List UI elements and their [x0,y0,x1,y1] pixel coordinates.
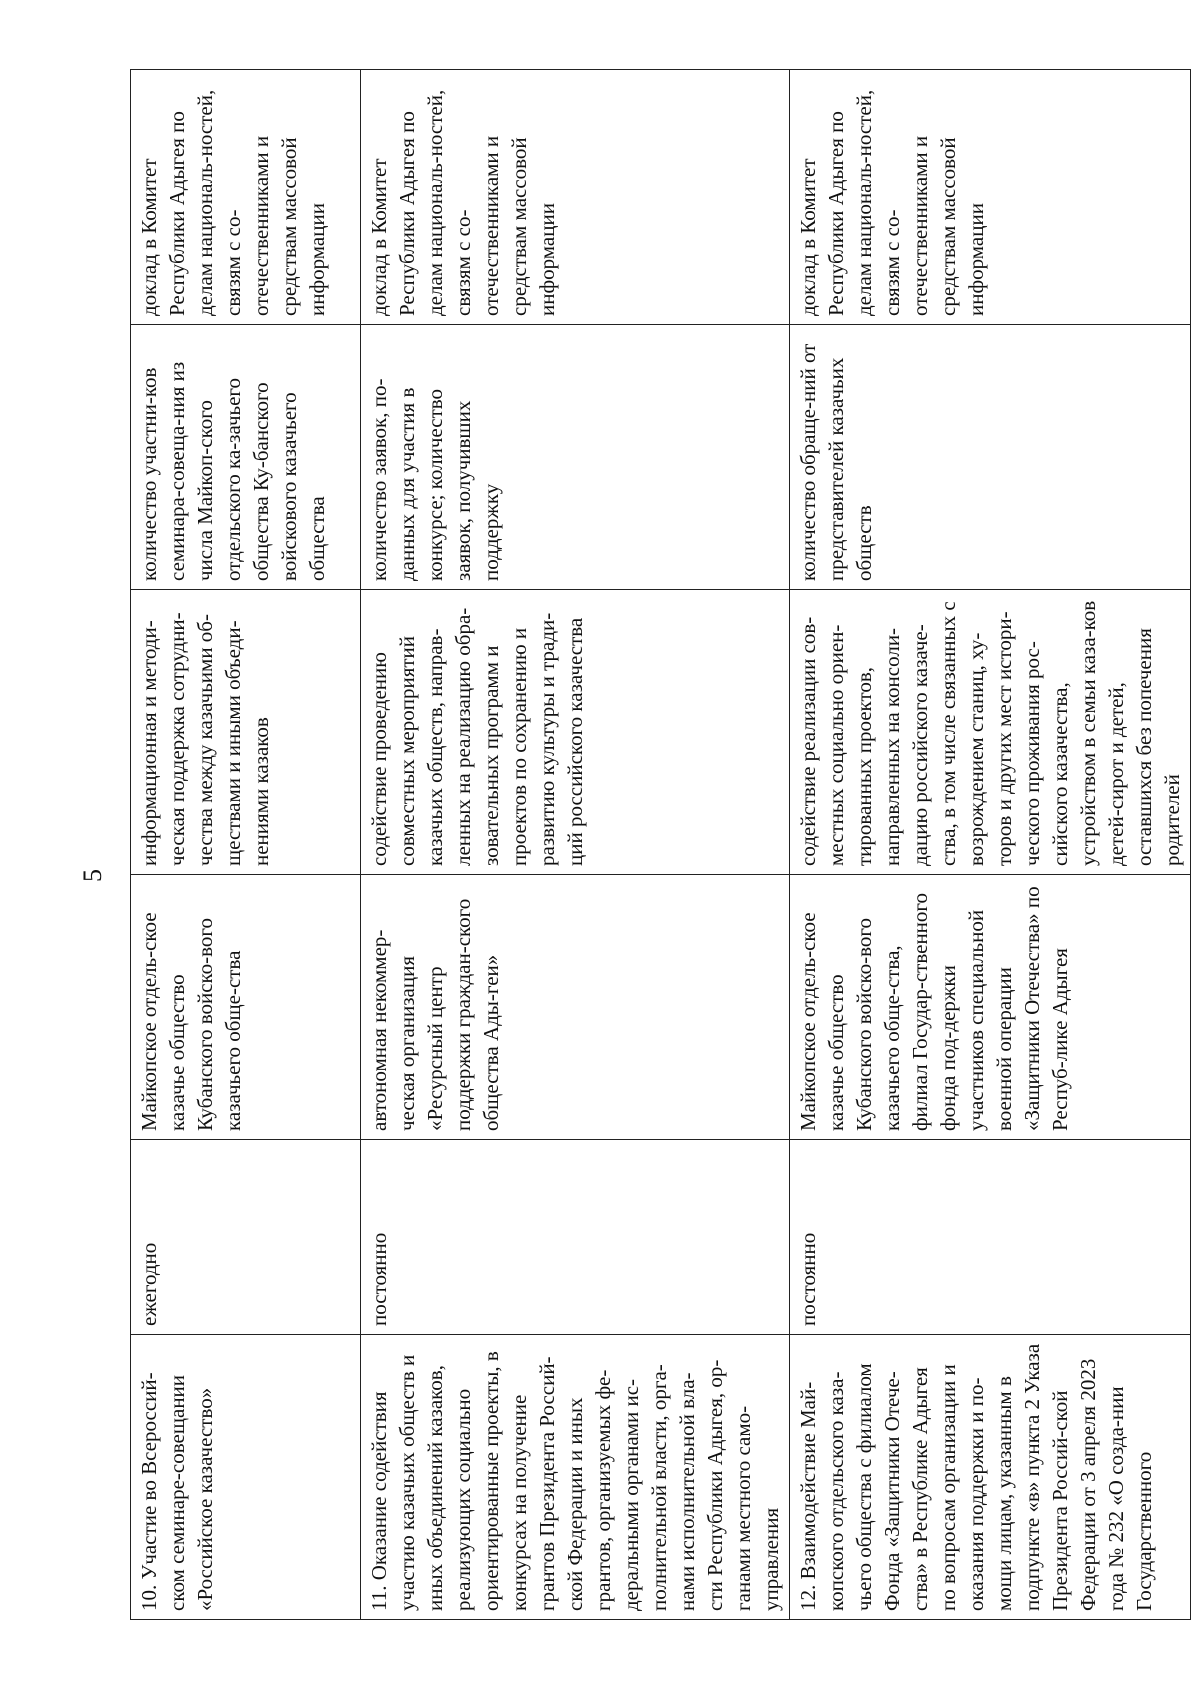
term-cell: постоянно [790,1140,1191,1335]
rotated-table-container [130,70,1184,1620]
result-cell: содействие проведению совместных мероприятий казачьих обществ, направ-ленных на реализацию обра-зовательных программ и проектов по сохранению и развитию культуры и тради-ций российского казачества [361,590,790,875]
report-cell: доклад в Комитет Республики Адыгея по делам националь-ностей, связям с со-отечественниками и средствам массовой информации [790,70,1191,325]
table-row [131,70,361,1620]
result-cell: содействие реализации сов-местных социально ориен-тированных проектов, направленных на консоли-дацию российского казаче-ства, в том числе связанных с возрождением станиц, ху-торов и других мест истори-ческого проживания рос-сийского казачества, устройством в семьи каза-ков детей-сирот и детей, оставшихся без попечения родителей [790,590,1191,875]
table-row [361,70,790,1620]
indicator-cell: количество заявок, по-данных для участия в конкурсе; количество заявок, получивших поддержку [361,325,790,590]
activity-cell: 12. Взаимодействие Май-копского отдельского каза-чьего общества с филиалом Фонда «Защитники Отече-ства» в Республике Адыгея по вопросам организации и оказания поддержки и по-мощи лицам, указанным в подпункте «в» пункта 2 Указа Президента Россий-ской Федерации от 3 апреля 2023 года № 232 «О созда-нии Государственного [790,1335,1191,1620]
result-cell: информационная и методи-ческая поддержка сотрудни-чества между казачьими об-ществами и иными объеди-нениями казаков [131,590,361,875]
measures-table [130,69,1191,1620]
executor-cell: Майкопское отдель-ское казачье общество Кубанского войско-вого казачьего обще-ства, филиал Государ-ственного фонда под-держки участников специальной военной операции «Защитники Отечества» по Респуб-лике Адыгея [790,875,1191,1140]
report-cell: доклад в Комитет Республики Адыгея по делам националь-ностей, связям с со-отечественниками и средствам массовой информации [361,70,790,325]
indicator-cell: количество обраще-ний от представителей казачьих обществ [790,325,1191,590]
executor-cell: автономная некоммер-ческая организация «Ресурсный центр поддержки граждан-ского общества Ады-геи» [361,875,790,1140]
activity-cell: 10. Участие во Всероссий-ском семинаре-совещании «Российское казачество» [131,1335,361,1620]
term-cell: ежегодно [131,1140,361,1335]
activity-cell: 11. Оказание содействия участию казачьих обществ и иных объединений казаков, реализующих социально ориентированные проекты, в конкурсах на получение грантов Президента Россий-ской Федерации и иных грантов, организуемых фе-деральными органами ис-полнительной власти, орга-нами исполнительной вла-сти Республики Адыгея, ор-ганами местного само-управления [361,1335,790,1620]
indicator-cell: количество участни-ков семинара-совеща-ния из числа Майкоп-ского отдельского ка-зачьего общества Ку-банского войскового казачьего общества [131,325,361,590]
page-number: 5 [78,869,107,882]
report-cell: доклад в Комитет Республики Адыгея по делам националь-ностей, связям с со-отечественниками и средствам массовой информации [131,70,361,325]
executor-cell: Майкопское отдель-ское казачье общество Кубанского войско-вого казачьего обще-ства [131,875,361,1140]
term-cell: постоянно [361,1140,790,1335]
table-row [790,70,1191,1620]
